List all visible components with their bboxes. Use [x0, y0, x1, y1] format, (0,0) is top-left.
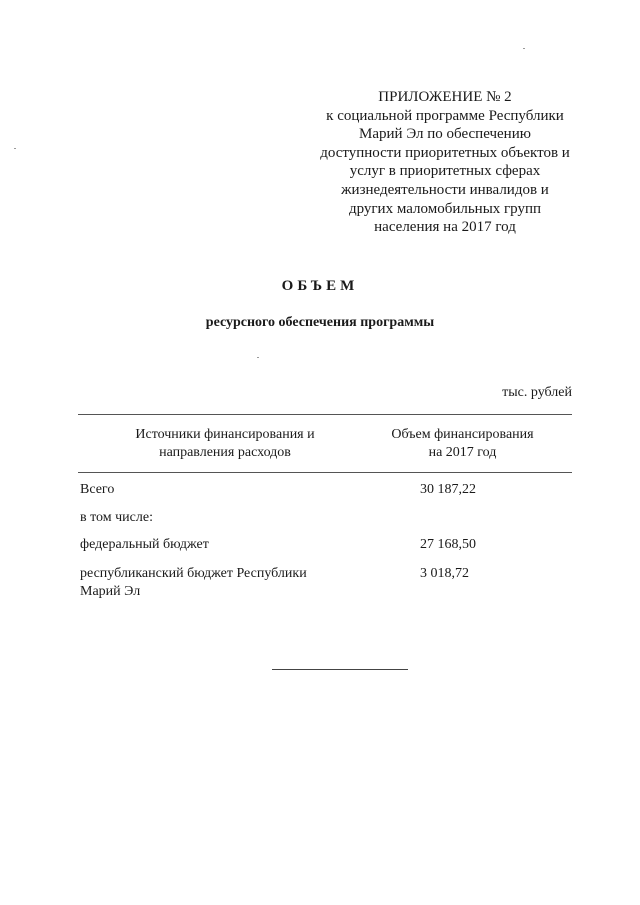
document-subtitle: ресурсного обеспечения программы [205, 315, 435, 330]
appendix-block [300, 88, 590, 237]
appendix-line: доступности приоритетных объектов и [320, 144, 570, 161]
row-label-line: республиканский бюджет Республики [80, 566, 307, 581]
row-total-label: Всего [80, 482, 115, 497]
header-line: на 2017 год [428, 445, 497, 460]
end-divider [272, 669, 408, 670]
row-republican-label [80, 565, 307, 601]
row-federal-label: федеральный бюджет [80, 537, 209, 552]
table-header-rule [78, 472, 572, 473]
document-title: ОБЪЕМ [281, 278, 359, 294]
row-including-label: в том числе: [80, 510, 153, 525]
scan-speck [523, 48, 525, 49]
scan-speck [257, 357, 259, 358]
appendix-line: жизнедеятельности инвалидов и [341, 181, 549, 198]
appendix-line: Марий Эл по обеспечению [359, 126, 531, 143]
appendix-line: других маломобильных групп [348, 200, 542, 217]
appendix-line: населения на 2017 год [374, 219, 516, 236]
appendix-line: услуг в приоритетных сферах [349, 163, 541, 180]
row-federal-value: 27 168,50 [420, 537, 476, 552]
scan-speck [14, 148, 16, 149]
header-line: Объем финансирования [391, 427, 534, 442]
table-top-rule [78, 414, 572, 415]
row-republican-value: 3 018,72 [420, 566, 469, 581]
header-line: Источники финансирования и [135, 427, 315, 442]
row-total-value: 30 187,22 [420, 482, 476, 497]
header-line: направления расходов [159, 445, 291, 460]
table-header-volume [360, 426, 565, 462]
appendix-line: к социальной программе Республики [326, 107, 564, 124]
appendix-line: ПРИЛОЖЕНИЕ № 2 [378, 89, 512, 105]
table-header-sources [100, 426, 350, 462]
units-label: тыс. рублей [502, 385, 572, 400]
row-label-line: Марий Эл [80, 584, 141, 599]
